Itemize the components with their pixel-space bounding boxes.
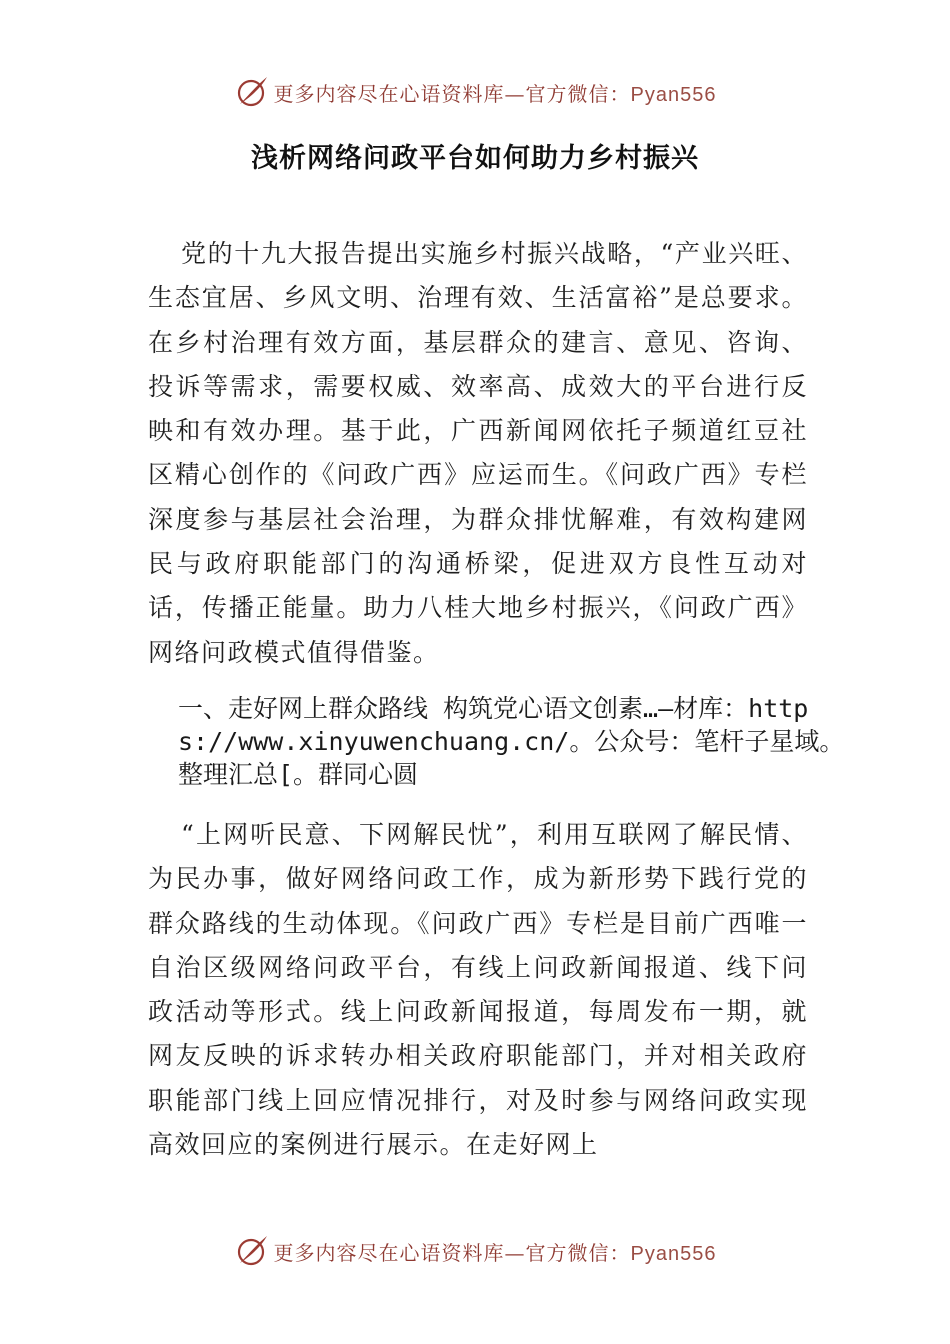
header-banner xyxy=(0,72,950,112)
section-body-paragraph: “上网听民意、下网解民忧”，利用互联网了解民情、为民办事，做好网络问政工作，成为新形势下践行党的群众路线的生动体现。《问政广西》专栏是目前广西唯一自治区级网络问政平台，有线上问政新闻报道、线下问政活动等形式。线上问政新闻报道，每周发布一期，就网友反映的诉求转办相关政府职能部门，并对相关政府职能部门线上回应情况排行，对及时参与网络问政实现高效回应的案例进行展示。在走好网上 xyxy=(148,820,808,1160)
footer-wechat-id: Pyan556 xyxy=(630,1242,717,1265)
quill-logo-icon xyxy=(234,74,270,110)
header-wechat-id: Pyan556 xyxy=(630,83,717,106)
footer-banner-text: 更多内容尽在心语资料库—官方微信：Pyan556 xyxy=(273,1240,717,1265)
intro-paragraph: 党的十九大报告提出实施乡村振兴战略，“产业兴旺、生态宜居、乡风文明、治理有效、生活富裕”是总要求。在乡村治理有效方面，基层群众的建言、意见、咨询、投诉等需求，需要权威、效率高、成效大的平台进行反映和有效办理。基于此，广西新闻网依托子频道红豆社区精心创作的《问政广西》应运而生。《问政广西》专栏深度参与基层社会治理，为群众排忧解难，有效构建网民与政府职能部门的沟通桥梁，促进双方良性互动对话，传播正能量。助力八桂大地乡村振兴，《问政广西》网络问政模式值得借鉴。 xyxy=(148,239,808,667)
footer-banner xyxy=(0,1231,950,1271)
quill-logo-icon xyxy=(234,1233,270,1269)
header-banner-text: 更多内容尽在心语资料库—官方微信：Pyan556 xyxy=(273,81,717,106)
document-title: 浅析网络问政平台如何助力乡村振兴 xyxy=(251,143,699,174)
section-heading: 一、走好网上群众路线 构筑党心语文创素…—材库：https://www.xinyuwenchuang.cn/。公众号：笔杆子星域。整理汇总[。群同心圆 xyxy=(178,694,845,789)
